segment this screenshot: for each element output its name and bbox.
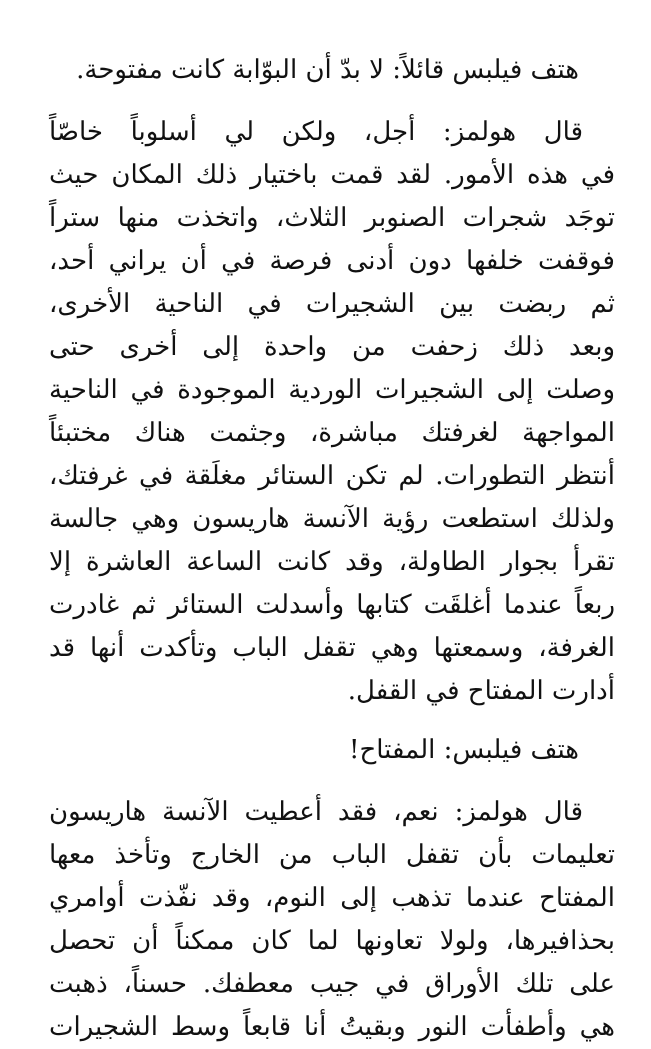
paragraph-line: على تلك الأوراق في جيب معطفك. حسناً، ذهبت — [49, 969, 615, 999]
paragraph-line: في هذه الأمور. لقد قمت باختيار ذلك المكان حيث — [49, 160, 615, 190]
paragraph-line: توجَد شجرات الصنوبر الثلاث، واتخذت منها ستراً — [49, 203, 615, 233]
paragraph-line: المواجهة لغرفتك مباشرة، وجثمت هناك مختبئاً — [49, 418, 615, 448]
paragraph-line: قال هولمز: نعم، فقد أعطيت الآنسة هاريسون — [49, 797, 583, 827]
paragraph-line: هتف فيلبس: المفتاح! — [349, 735, 579, 765]
paragraph-line: تقرأ بجوار الطاولة، وقد كانت الساعة العاشرة إلا — [49, 547, 615, 577]
paragraph-line: ثم ربضت بين الشجيرات في الناحية الأخرى، — [49, 289, 615, 319]
paragraph-line: وصلت إلى الشجيرات الوردية الموجودة في الناحية — [49, 375, 615, 405]
paragraph-line: قال هولمز: أجل، ولكن لي أسلوباً خاصّاً — [49, 117, 583, 147]
paragraph-line: أنتظر التطورات. لم تكن الستائر مغلَقة في غرفتك، — [49, 461, 615, 491]
paragraph-line: ولذلك استطعت رؤية الآنسة هاريسون وهي جالسة — [49, 504, 615, 534]
paragraph-line: فوقفت خلفها دون أدنى فرصة في أن يراني أحد، — [49, 246, 615, 276]
paragraph-line: المفتاح عندما تذهب إلى النوم، وقد نفّذت أوامري — [49, 883, 615, 913]
paragraph-line: ربعاً عندما أغلقَت كتابها وأسدلت الستائر ثم غادرت — [49, 590, 615, 620]
paragraph-line: هتف فيلبس قائلاً: لا بدّ أن البوّابة كانت مفتوحة. — [76, 55, 579, 85]
paragraph-line: بحذافيرها، ولولا تعاونها لما كان ممكناً أن تحصل — [49, 926, 615, 956]
paragraph-line: الغرفة، وسمعتها وهي تقفل الباب وتأكدت أنها قد — [49, 633, 615, 663]
paragraph-line: أدارت المفتاح في القفل. — [347, 676, 615, 706]
paragraph-line: تعليمات بأن تقفل الباب من الخارج وتأخذ معها — [49, 840, 615, 870]
paragraph-line: هي وأطفأت النور وبقيتُ أنا قابعاً وسط الشجيرات — [49, 1012, 615, 1042]
paragraph-line: وبعد ذلك زحفت من واحدة إلى أخرى حتى — [49, 332, 615, 362]
